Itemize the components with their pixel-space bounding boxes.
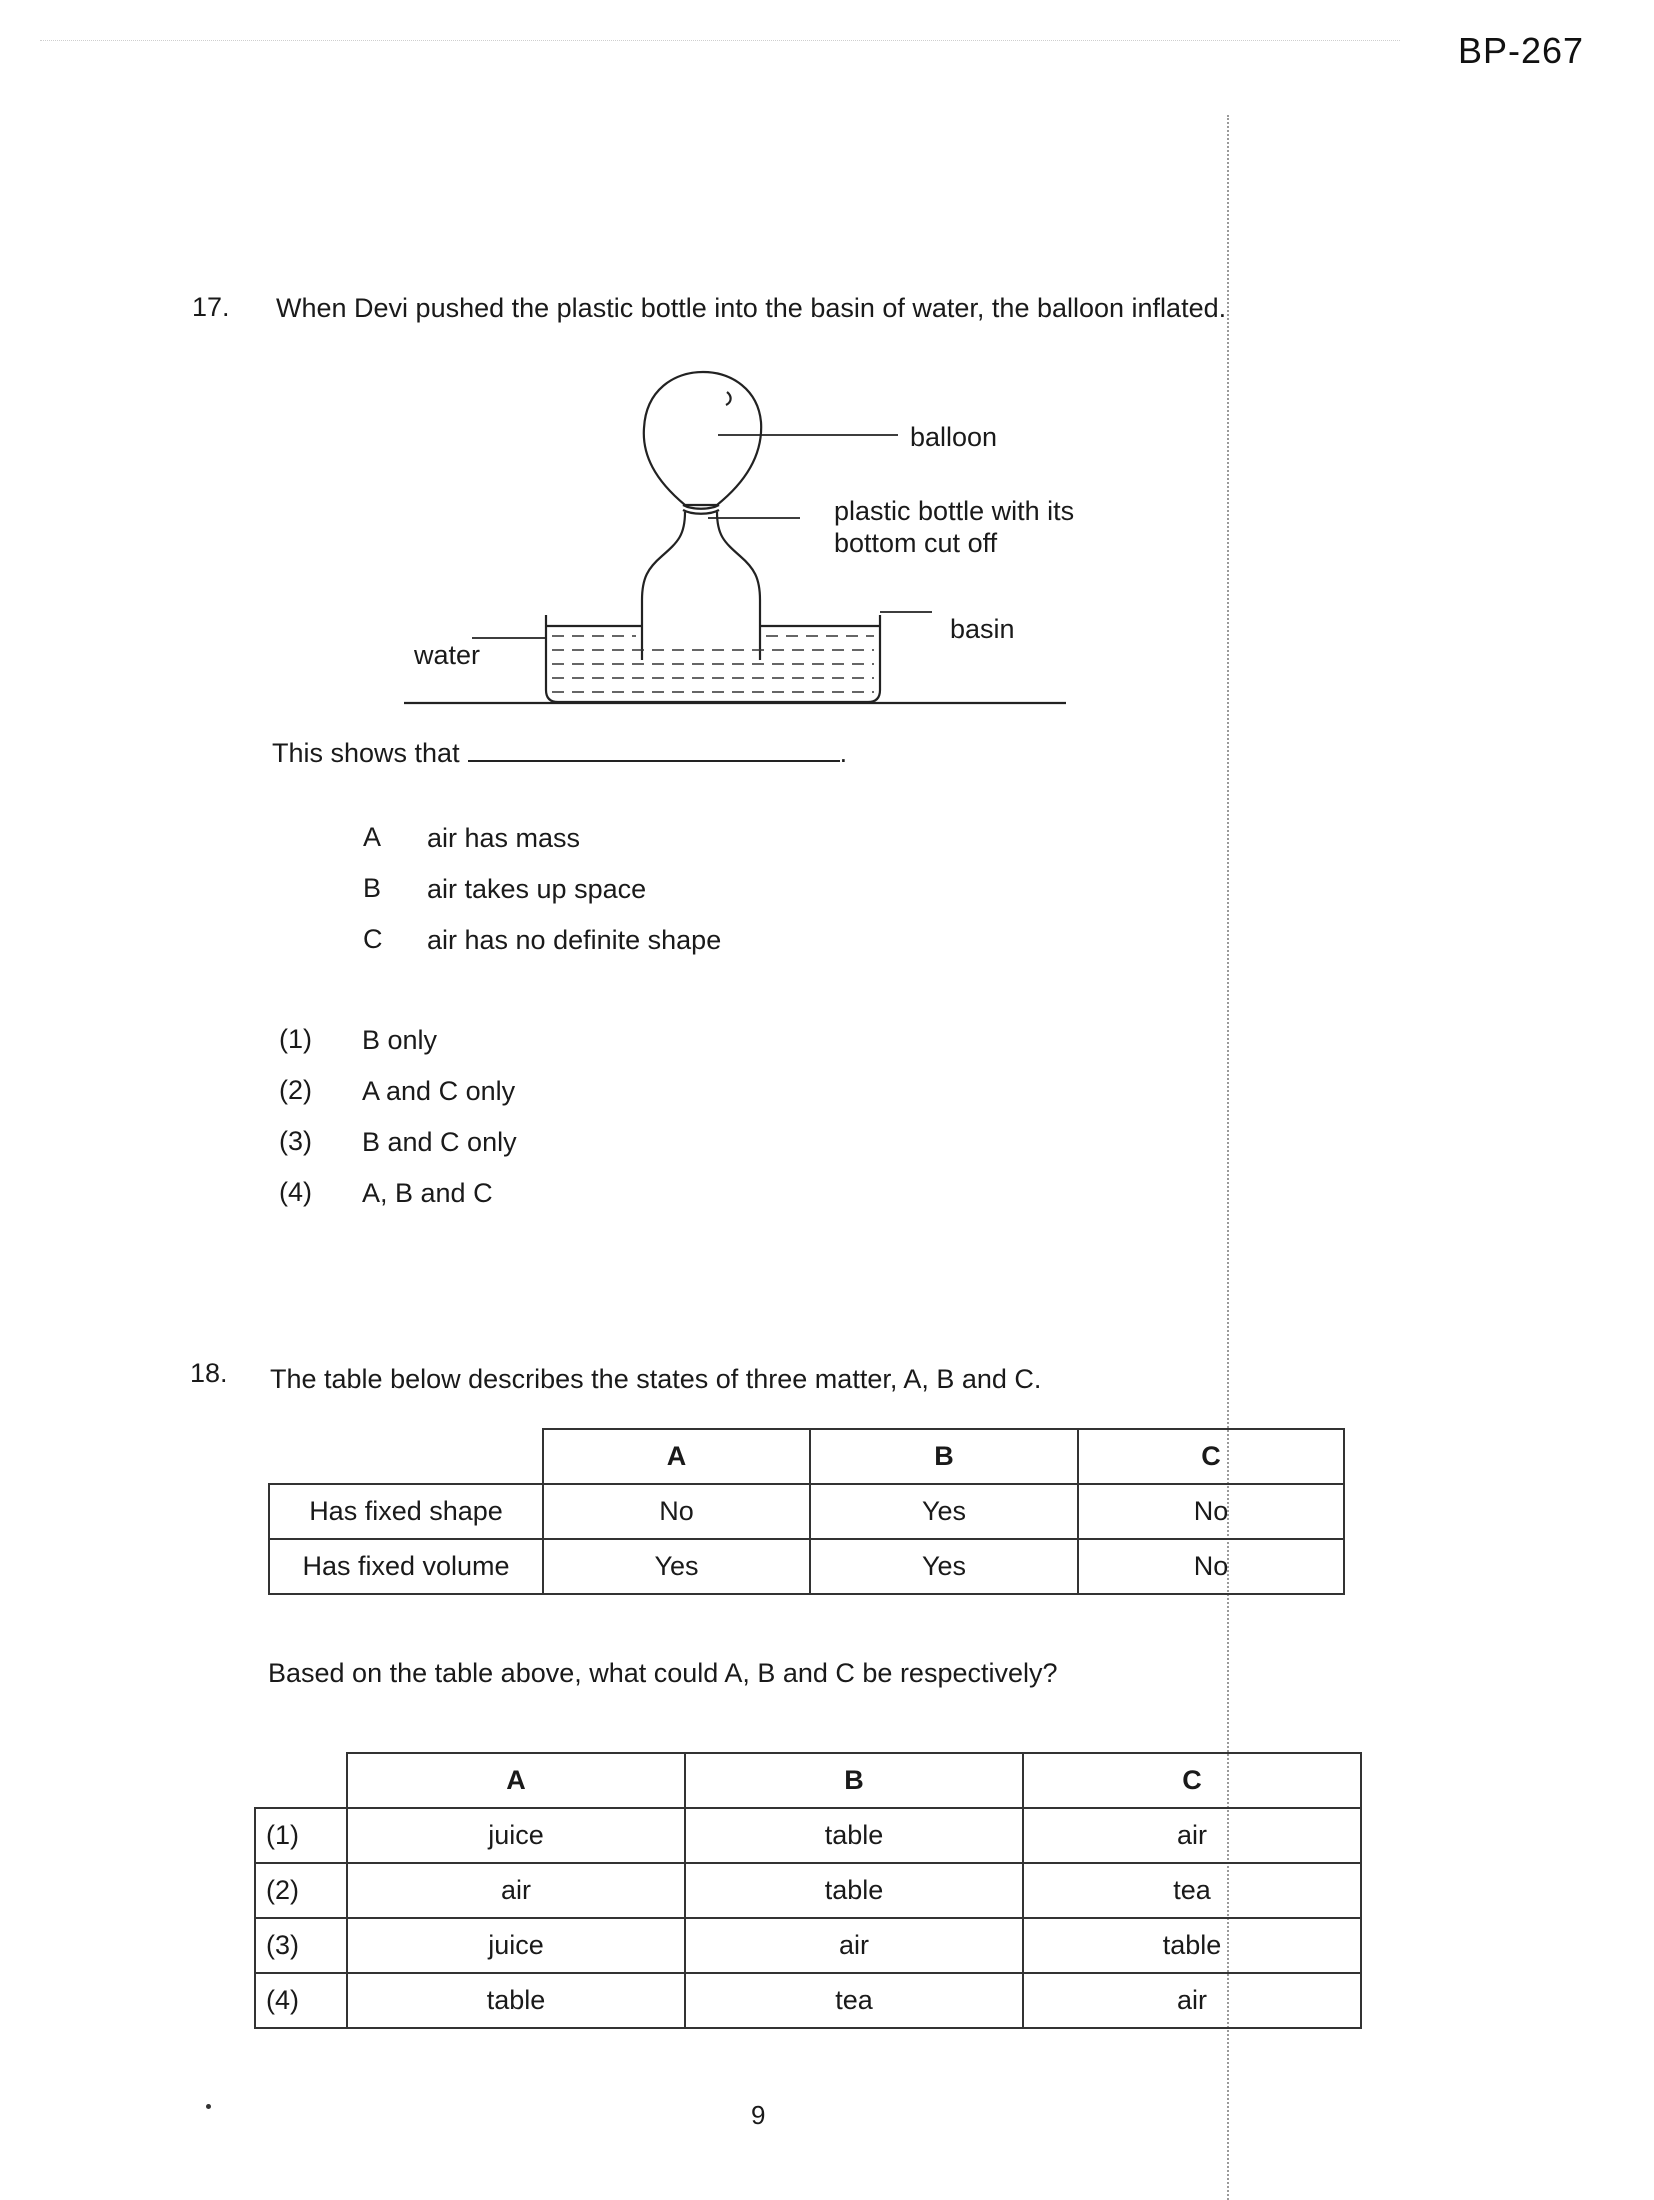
table-cell: table xyxy=(1023,1918,1361,1973)
table-cell: table xyxy=(685,1808,1023,1863)
table-row xyxy=(269,1539,1344,1594)
label-balloon: balloon xyxy=(910,422,998,452)
table-row[interactable] xyxy=(255,1808,1361,1863)
table-cell: juice xyxy=(347,1808,685,1863)
balloon-knot xyxy=(726,392,731,405)
table-corner xyxy=(269,1429,543,1484)
table-header-row xyxy=(269,1429,1344,1484)
option-number: (1) xyxy=(279,1024,312,1054)
table-cell: juice xyxy=(347,1918,685,1973)
page-number: 9 xyxy=(751,2100,766,2130)
scan-top-rule xyxy=(40,40,1400,41)
q17-number: 17. xyxy=(192,292,230,322)
option-text[interactable]: B and C only xyxy=(362,1127,517,1157)
statement-letter: C xyxy=(363,924,383,954)
option-number[interactable]: (1) xyxy=(255,1808,347,1863)
table-cell: tea xyxy=(1023,1863,1361,1918)
column-header: A xyxy=(347,1753,685,1808)
answer-blank xyxy=(468,738,840,762)
label-basin: basin xyxy=(950,614,1015,644)
table-cell: air xyxy=(1023,1808,1361,1863)
column-header: B xyxy=(685,1753,1023,1808)
water-dashes xyxy=(552,636,874,692)
bottle-outline xyxy=(642,512,685,660)
table-cell: Yes xyxy=(810,1484,1078,1539)
option-number: (2) xyxy=(279,1075,312,1105)
option-number: (3) xyxy=(279,1126,312,1156)
option-text[interactable]: B only xyxy=(362,1025,438,1055)
table-corner xyxy=(255,1753,347,1808)
label-water: water xyxy=(414,640,481,670)
table-cell: air xyxy=(347,1863,685,1918)
table-cell: Yes xyxy=(810,1539,1078,1594)
answer-options-table xyxy=(254,1752,1362,2029)
statement-letter: A xyxy=(363,822,382,852)
statement-text: air takes up space xyxy=(427,874,647,904)
scan-speck xyxy=(206,2104,211,2109)
q17-text: When Devi pushed the plastic bottle into the basin of water, the balloon inflated. xyxy=(276,293,1227,323)
option-text[interactable]: A and C only xyxy=(362,1076,516,1106)
q17-stem-end: . xyxy=(839,738,848,768)
option-number[interactable]: (4) xyxy=(255,1973,347,2028)
option-number: (4) xyxy=(279,1177,312,1207)
column-header: C xyxy=(1078,1429,1344,1484)
column-header: C xyxy=(1023,1753,1361,1808)
table-cell: No xyxy=(1078,1539,1344,1594)
balloon-shape xyxy=(644,372,761,505)
table-cell: Yes xyxy=(543,1539,810,1594)
table-cell: table xyxy=(347,1973,685,2028)
matter-properties-table xyxy=(268,1428,1345,1595)
q17-stem-text: This shows that xyxy=(272,738,460,768)
table-header-row xyxy=(255,1753,1361,1808)
row-label: Has fixed volume xyxy=(269,1539,543,1594)
table-row[interactable] xyxy=(255,1973,1361,2028)
table-row[interactable] xyxy=(255,1918,1361,1973)
option-text[interactable]: A, B and C xyxy=(362,1178,493,1208)
table-row[interactable] xyxy=(255,1863,1361,1918)
paper-code: BP-267 xyxy=(1458,30,1585,71)
statement-letter: B xyxy=(363,873,382,903)
column-header: A xyxy=(543,1429,810,1484)
table-cell: No xyxy=(543,1484,810,1539)
table-cell: No xyxy=(1078,1484,1344,1539)
q17-stem xyxy=(272,738,847,769)
table-cell: table xyxy=(685,1863,1023,1918)
table-row xyxy=(269,1484,1344,1539)
option-number[interactable]: (3) xyxy=(255,1918,347,1973)
option-number[interactable]: (2) xyxy=(255,1863,347,1918)
statement-text: air has mass xyxy=(427,823,581,853)
column-header: B xyxy=(810,1429,1078,1484)
label-bottle-line2: bottom cut off xyxy=(834,528,998,558)
label-bottle-line1: plastic bottle with its xyxy=(834,496,1075,526)
statement-text: air has no definite shape xyxy=(427,925,722,955)
table-cell: air xyxy=(685,1918,1023,1973)
q18-number: 18. xyxy=(190,1358,228,1388)
basin-outline xyxy=(546,615,880,702)
q18-question: Based on the table above, what could A, B and C be respectively? xyxy=(268,1658,1058,1688)
table-cell: tea xyxy=(685,1973,1023,2028)
q18-text: The table below describes the states of three matter, A, B and C. xyxy=(270,1364,1042,1394)
row-label: Has fixed shape xyxy=(269,1484,543,1539)
table-cell: air xyxy=(1023,1973,1361,2028)
